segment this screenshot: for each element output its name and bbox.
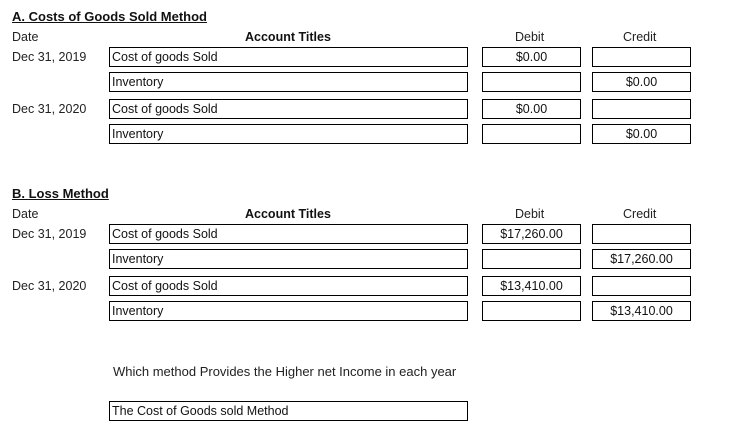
- section-a-row4-account-field[interactable]: Inventory: [109, 124, 468, 144]
- section-a-date-header: Date: [12, 30, 39, 44]
- answer-field[interactable]: The Cost of Goods sold Method: [109, 401, 468, 421]
- section-a-row4-credit-field[interactable]: $0.00: [592, 124, 691, 144]
- section-a-row1-account-field[interactable]: Cost of goods Sold: [109, 47, 468, 67]
- question-text: Which method Provides the Higher net Income in each year: [113, 364, 457, 379]
- section-b-row3-debit-field[interactable]: $13,410.00: [482, 276, 581, 296]
- section-a-row3-date: Dec 31, 2020: [12, 102, 87, 116]
- section-b-credit-header: Credit: [623, 207, 657, 221]
- section-b-account-titles-header: Account Titles: [245, 207, 331, 221]
- section-b-row4-account-field[interactable]: Inventory: [109, 301, 468, 321]
- section-b-row1-debit-field[interactable]: $17,260.00: [482, 224, 581, 244]
- section-a-row4-debit-field[interactable]: [482, 124, 581, 144]
- section-b-row4-debit-field[interactable]: [482, 301, 581, 321]
- section-a-row3-account-field[interactable]: Cost of goods Sold: [109, 99, 468, 119]
- section-b-row3-credit-field[interactable]: [592, 276, 691, 296]
- section-b-row1-account-field[interactable]: Cost of goods Sold: [109, 224, 468, 244]
- section-b-title: B. Loss Method: [12, 186, 109, 201]
- section-b-row1-date: Dec 31, 2019: [12, 227, 87, 241]
- section-a-row2-account-field[interactable]: Inventory: [109, 72, 468, 92]
- section-a-row2-credit-field[interactable]: $0.00: [592, 72, 691, 92]
- section-b-row2-debit-field[interactable]: [482, 249, 581, 269]
- section-b-row3-account-field[interactable]: Cost of goods Sold: [109, 276, 468, 296]
- section-a-row1-debit-field[interactable]: $0.00: [482, 47, 581, 67]
- section-b-row2-account-field[interactable]: Inventory: [109, 249, 468, 269]
- section-b-row1-credit-field[interactable]: [592, 224, 691, 244]
- section-b-date-header: Date: [12, 207, 39, 221]
- section-a-title: A. Costs of Goods Sold Method: [12, 9, 207, 24]
- section-a-row3-credit-field[interactable]: [592, 99, 691, 119]
- section-a-debit-header: Debit: [515, 30, 545, 44]
- section-a-account-titles-header: Account Titles: [245, 30, 331, 44]
- section-a-row2-debit-field[interactable]: [482, 72, 581, 92]
- section-a-row1-date: Dec 31, 2019: [12, 50, 87, 64]
- section-b-row3-date: Dec 31, 2020: [12, 279, 87, 293]
- section-a-row1-credit-field[interactable]: [592, 47, 691, 67]
- section-b-row2-credit-field[interactable]: $17,260.00: [592, 249, 691, 269]
- section-b-debit-header: Debit: [515, 207, 545, 221]
- section-a-row3-debit-field[interactable]: $0.00: [482, 99, 581, 119]
- section-b-row4-credit-field[interactable]: $13,410.00: [592, 301, 691, 321]
- section-a-credit-header: Credit: [623, 30, 657, 44]
